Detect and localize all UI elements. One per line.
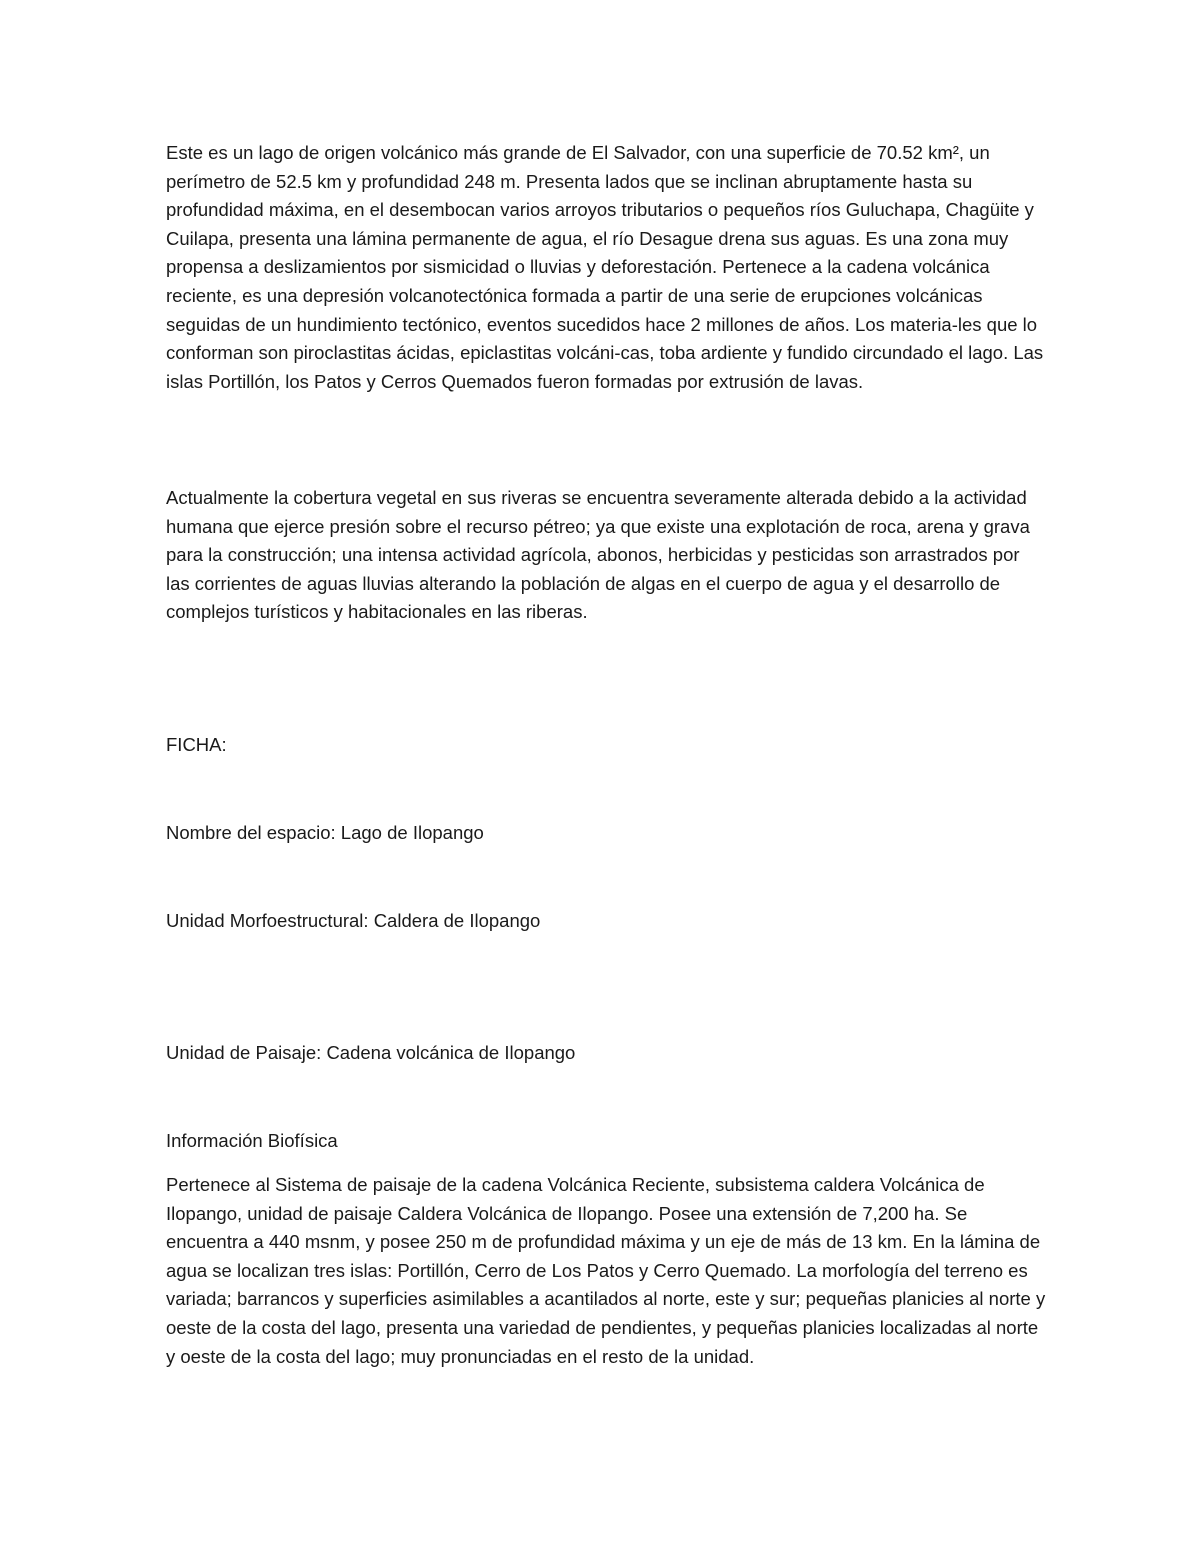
paragraph-biophysical: Pertenece al Sistema de paisaje de la cadena Volcánica Reciente, subsistema caldera Volcánica de Ilopango, unidad de paisaje Caldera Volcánica de Ilopango. Posee una extensión de 7,200 ha. Se encuentra a 440 msnm, y posee 250 m de profundidad máxima y un eje de más de 13 km. En la lámina de agua se localizan tres islas: Portillón, Cerro de Los Patos y Cerro Quemado. La morfología del terreno es variada; barrancos y superficies asimilables a acantilados al norte, este y sur; pequeñas planicies al norte y oeste de la costa del lago, presenta una variedad de pendientes, y pequeñas planicies localizadas al norte y oeste de la costa del lago; muy pronunciadas en el resto de la unidad.	[166, 1174, 1046, 1367]
unidad-morfoestructural-line: Unidad Morfoestructural: Caldera de Ilopango	[166, 910, 541, 931]
info-biofisica-heading: Información Biofísica	[166, 1130, 338, 1151]
paragraph-lake-origin: Este es un lago de origen volcánico más grande de El Salvador, con una superficie de 70.52 km², un perímetro de 52.5 km y profundidad 248 m. Presenta lados que se inclinan abruptamente hasta su profundidad máxima, en el desembocan varios arroyos tributarios o pequeños ríos Guluchapa, Chagüite y Cuilapa, presenta una lámina permanente de agua, el río Desague drena sus aguas. Es una zona muy propensa a deslizamientos por sismicidad o lluvias y deforestación. Pertenece a la cadena volcánica reciente, es una depresión volcanotectónica formada a partir de una serie de erupciones volcánicas seguidas de un hundimiento tectónico, eventos sucedidos hace 2 millones de años. Los materia-les que lo conforman son piroclastitas ácidas, epiclastitas volcáni-cas, toba ardiente y fundido circundado el lago. Las islas Portillón, los Patos y Cerros Quemados fueron formadas por extrusión de lavas.	[166, 142, 1044, 392]
nombre-espacio-line: Nombre del espacio: Lago de Ilopango	[166, 822, 484, 843]
unidad-paisaje-line: Unidad de Paisaje: Cadena volcánica de Ilopango	[166, 1042, 576, 1063]
ficha-heading: FICHA:	[166, 734, 227, 755]
paragraph-vegetation: Actualmente la cobertura vegetal en sus riveras se encuentra severamente alterada debido a la actividad humana que ejerce presión sobre el recurso pétreo; ya que existe una explotación de roca, arena y grava para la construcción; una intensa actividad agrícola, abonos, herbicidas y pesticidas son arrastrados por las corrientes de aguas lluvias alterando la población de algas en el cuerpo de agua y el desarrollo de complejos turísticos y habitacionales en las riberas.	[166, 487, 1030, 623]
